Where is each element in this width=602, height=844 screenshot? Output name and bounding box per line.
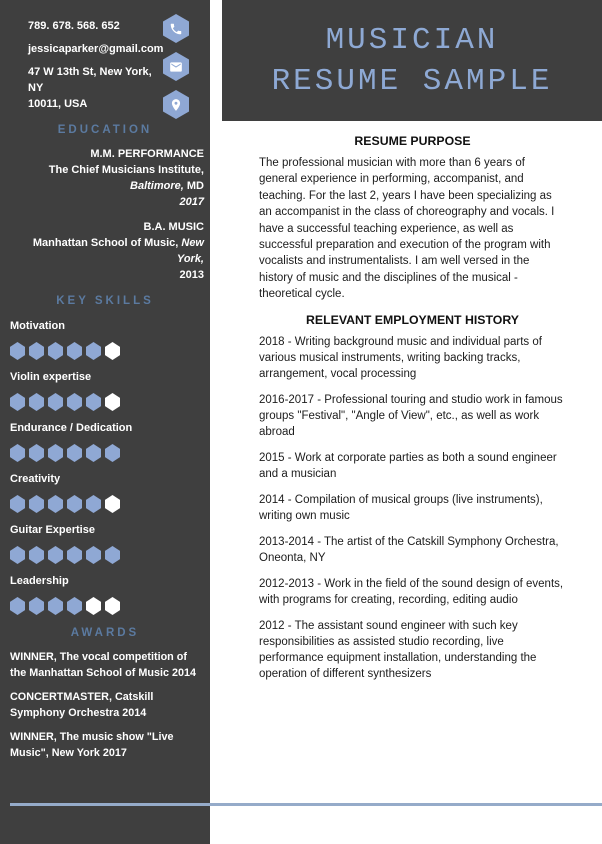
employment-item: 2013-2014 - The artist of the Catskill Symphony Orchestra, Oneonta, NY (259, 535, 559, 564)
skill-hex-filled (48, 444, 63, 462)
divider-line (10, 803, 602, 806)
skill-hex-filled (67, 342, 82, 360)
skill-label: Guitar Expertise (10, 524, 95, 536)
skill-label: Violin expertise (10, 371, 92, 383)
skill-hex-empty (86, 597, 101, 615)
skill-rating (10, 546, 202, 564)
contact-icon-column (163, 14, 189, 119)
skill-label: Motivation (10, 320, 65, 332)
skill-hex-filled (67, 444, 82, 462)
employment-item: 2012 - The assistant sound engineer with such key responsibilities as assisted studio recording, live performance equipment installation, understanding the operation of different synthesizers (259, 619, 537, 680)
skill-item (10, 422, 202, 462)
key-skills-heading: KEY SKILLS (56, 295, 154, 307)
skill-hex-filled (48, 546, 63, 564)
skill-hex-filled (86, 342, 101, 360)
skill-hex-filled (105, 444, 120, 462)
awards-heading: AWARDS (70, 627, 140, 639)
skill-hex-filled (48, 597, 63, 615)
skill-hex-empty (105, 342, 120, 360)
resume-title (272, 20, 553, 102)
skill-rating (10, 342, 202, 360)
skill-label: Creativity (10, 473, 61, 485)
skill-hex-empty (105, 495, 120, 513)
skill-item (10, 371, 202, 411)
skill-item (10, 575, 202, 615)
skill-hex-filled (67, 495, 82, 513)
skill-label: Endurance / Dedication (10, 422, 133, 434)
skill-hex-filled (48, 495, 63, 513)
skill-rating (10, 444, 202, 462)
contact-text (28, 18, 164, 112)
skill-hex-filled (10, 546, 25, 564)
main-content (222, 121, 602, 692)
education-entry (10, 146, 204, 210)
skill-hex-filled (86, 444, 101, 462)
skill-rating (10, 495, 202, 513)
resume-header (222, 0, 602, 121)
employment-history-heading: RELEVANT EMPLOYMENT HISTORY (306, 312, 519, 327)
skill-hex-filled (67, 546, 82, 564)
location-icon (163, 90, 189, 119)
skill-hex-filled (86, 393, 101, 411)
skills-list (0, 307, 210, 615)
skill-hex-empty (105, 597, 120, 615)
skill-rating (10, 597, 202, 615)
education-line: 2013 (179, 269, 204, 281)
skill-hex-filled (10, 393, 25, 411)
skill-hex-filled (48, 342, 63, 360)
email-address: jessicaparker@gmail.com (28, 43, 164, 55)
skill-hex-filled (10, 597, 25, 615)
employment-item: 2015 - Work at corporate parties as both a sound engineer and a musician (259, 451, 557, 480)
contact-block (0, 0, 210, 112)
skill-hex-filled (29, 495, 44, 513)
address-line-2: 10011, USA (28, 98, 88, 110)
skill-label: Leadership (10, 575, 69, 587)
skill-hex-empty (105, 393, 120, 411)
address-line-1: 47 W 13th St, New York, NY (28, 66, 152, 94)
skill-hex-filled (86, 495, 101, 513)
award-item: WINNER, The music show "Live Music", New York 2017 (10, 731, 174, 759)
education-heading: EDUCATION (57, 124, 153, 136)
education-line: Baltimore, MD (130, 180, 204, 192)
skill-hex-filled (67, 597, 82, 615)
employment-item: 2016-2017 - Professional touring and studio work in famous groups "Festival", "Angle of View", etc., as well as work abroad (259, 393, 563, 438)
phone-icon (163, 14, 189, 43)
skill-hex-filled (29, 393, 44, 411)
postal-address (28, 64, 160, 112)
skill-hex-filled (10, 342, 25, 360)
email-icon (163, 52, 189, 81)
education-entry (10, 219, 204, 283)
award-item: CONCERTMASTER, Catskill Symphony Orchestra 2014 (10, 691, 154, 719)
skill-hex-filled (10, 444, 25, 462)
employment-item: 2014 - Compilation of musical groups (live instruments), writing own music (259, 493, 543, 522)
skill-hex-filled (86, 546, 101, 564)
title-line-2: RESUME SAMPLE (271, 63, 553, 99)
skill-hex-filled (29, 546, 44, 564)
skill-hex-filled (48, 393, 63, 411)
skill-hex-filled (67, 393, 82, 411)
employment-list (259, 334, 566, 682)
skill-item (10, 473, 202, 513)
education-list (0, 136, 210, 283)
skill-hex-filled (29, 444, 44, 462)
skill-hex-filled (29, 597, 44, 615)
skill-item (10, 320, 202, 360)
skill-item (10, 524, 202, 564)
skill-hex-filled (10, 495, 25, 513)
skill-hex-filled (29, 342, 44, 360)
sidebar (0, 0, 210, 844)
skill-hex-filled (105, 546, 120, 564)
education-line: B.A. MUSIC (143, 221, 204, 233)
award-item: WINNER, The vocal competition of the Manhattan School of Music 2014 (10, 651, 196, 679)
employment-item: 2012-2013 - Work in the field of the sound design of events, with programs for creating, recording, editing audio (259, 577, 564, 606)
purpose-text: The professional musician with more than 6 years of general experience in performing, accompanist, and teaching. For the last 2, years I have been specializing as an accompanist in the class of choreography and vocals. I have a successful teaching experience, as well as successful preparation and execution of the program with vocalists and instrumentalists. I am well versed in the history of music and the disciplines of the musical - theoretical cycle. (259, 157, 555, 301)
employment-item: 2018 - Writing background music and individual parts of various musical instruments, writing backing tracks, arrangement, vocal processing (259, 335, 542, 380)
awards-list (0, 639, 210, 761)
education-line: 2017 (179, 196, 204, 208)
education-line: M.M. PERFORMANCE (90, 148, 204, 160)
education-line: Manhattan School of Music, New York, (32, 237, 204, 265)
education-line: The Chief Musicians Institute, (48, 164, 204, 176)
skill-rating (10, 393, 202, 411)
title-line-1: MUSICIAN (325, 22, 499, 58)
resume-purpose-heading: RESUME PURPOSE (354, 134, 471, 148)
phone-number: 789. 678. 568. 652 (28, 20, 120, 32)
